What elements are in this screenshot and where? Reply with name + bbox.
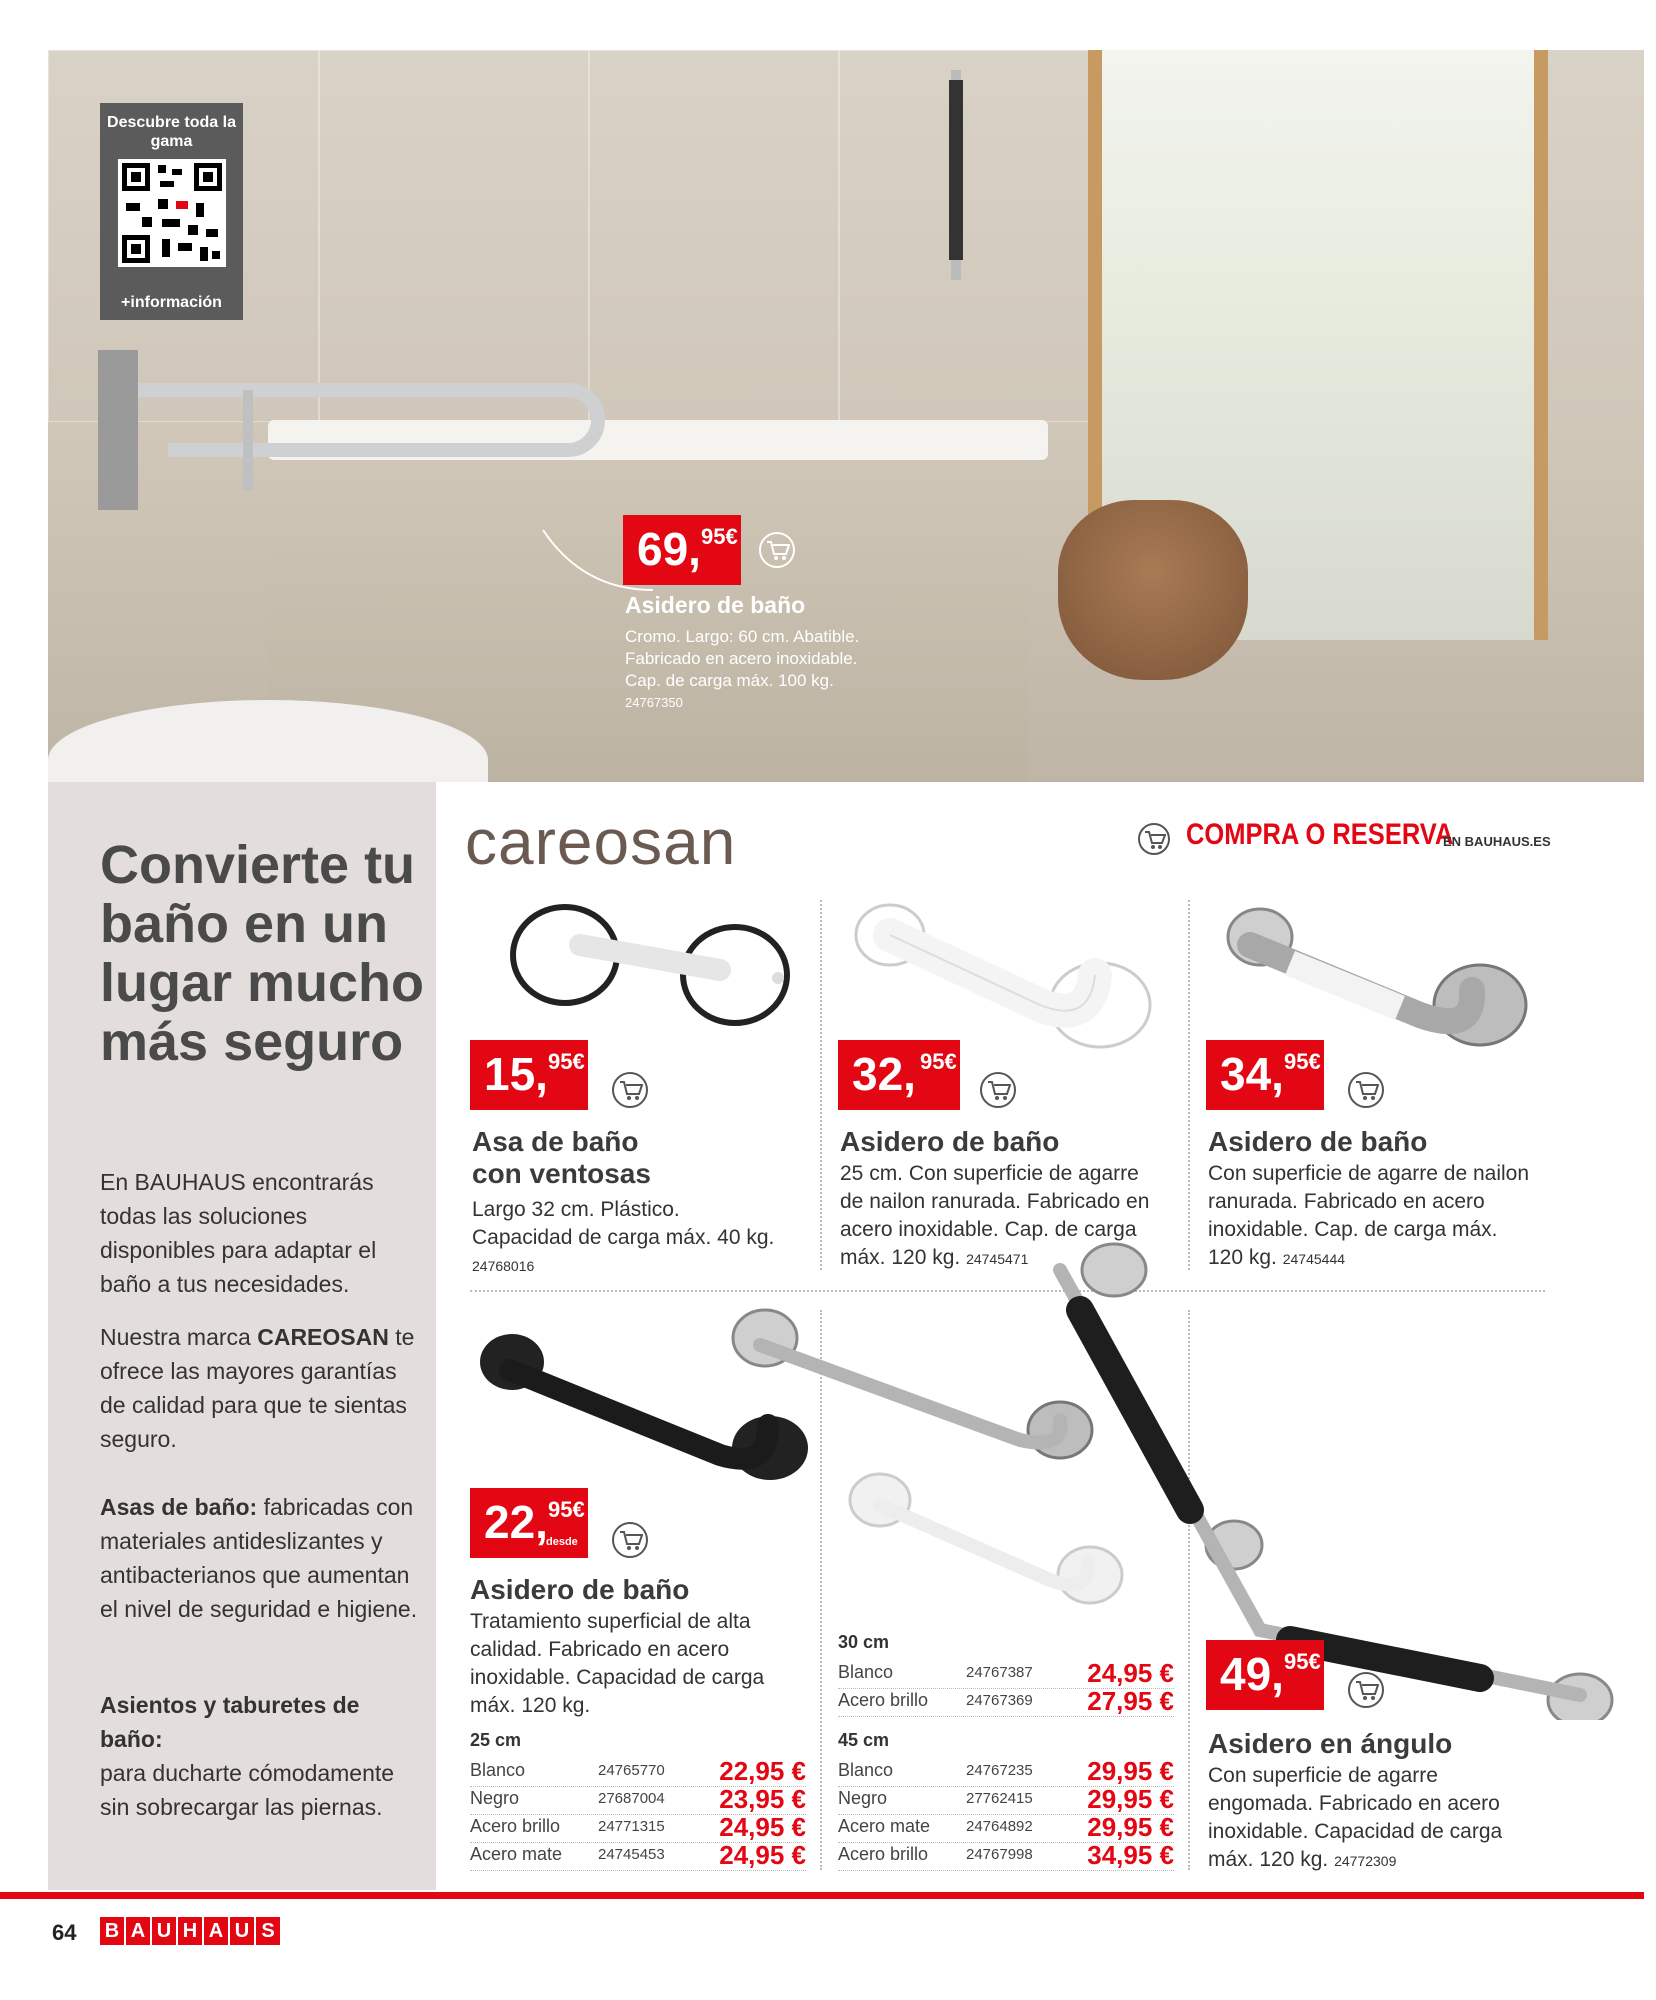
desc-line xyxy=(1208,1244,1529,1273)
cart-icon xyxy=(619,1530,643,1552)
variant-name: Acero brillo xyxy=(838,1844,929,1864)
variant-name: Blanco xyxy=(470,1760,526,1780)
variant-name: Acero brillo xyxy=(838,1690,929,1710)
buy-or-reserve-link[interactable]: COMPRA O RESERVA xyxy=(1186,818,1454,851)
desc-line: inoxidable. Capacidad de carga xyxy=(1208,1820,1503,1843)
desc-line: inoxidable. Cap. de carga máx. xyxy=(1208,1218,1498,1241)
careosan-logo: careosan xyxy=(465,806,737,878)
price-badge xyxy=(1206,1640,1324,1710)
product-description xyxy=(470,1608,764,1720)
table-row xyxy=(470,1758,806,1787)
text: para ducharte cómodamente sin sobrecargar las piernas. xyxy=(100,1760,395,1820)
product-title xyxy=(472,1126,651,1190)
price-cents: 95€ xyxy=(1284,1049,1321,1074)
desc-line: engomada. Fabricado en acero xyxy=(1208,1792,1500,1815)
variant-price: 22,95 € xyxy=(719,1756,806,1786)
add-to-cart-button[interactable] xyxy=(1348,1072,1384,1108)
desc-line: Con superficie de agarre de nailon xyxy=(1208,1162,1530,1185)
product-description xyxy=(840,1160,1149,1273)
desc-line: acero inoxidable. Cap. de carga xyxy=(840,1218,1137,1241)
seats-paragraph xyxy=(100,1688,420,1824)
add-to-cart-button[interactable] xyxy=(1348,1672,1384,1708)
intro-paragraph: En BAUHAUS encontrarás todas las soluciones disponibles para adaptar el baño a tus necesidades. xyxy=(100,1169,377,1297)
product-description xyxy=(1208,1762,1502,1875)
size-heading: 30 cm xyxy=(838,1632,890,1652)
qr-pattern-icon xyxy=(118,159,226,267)
desc-line: Fabricado en acero inoxidable. xyxy=(625,649,858,668)
cart-icon xyxy=(987,1080,1011,1102)
variant-sku: 27687004 xyxy=(598,1790,665,1807)
product-description xyxy=(1208,1160,1529,1273)
qr-code[interactable] xyxy=(118,159,226,267)
grab-bars-paragraph xyxy=(100,1490,420,1626)
variant-name: Acero brillo xyxy=(470,1816,561,1836)
desc-line xyxy=(840,1244,1149,1273)
page-number: 64 xyxy=(52,1920,77,1945)
logo-letter: A xyxy=(204,1917,228,1945)
desc-line: Capacidad de carga máx. 40 kg. xyxy=(472,1226,775,1249)
table-row xyxy=(838,1814,1174,1843)
price-integer: 69, xyxy=(637,523,701,575)
price-badge xyxy=(1206,1040,1324,1110)
title-line: con ventosas xyxy=(472,1158,651,1189)
price-cents: 95€ xyxy=(548,1497,585,1522)
product-title: Asidero en ángulo xyxy=(1208,1728,1453,1759)
price-integer: 34, xyxy=(1220,1048,1284,1100)
bold-label: Asas de baño: xyxy=(100,1494,258,1520)
add-to-cart-button[interactable] xyxy=(612,1522,648,1558)
brand-name: CAREOSAN xyxy=(257,1324,389,1350)
variant-sku: 24767998 xyxy=(966,1846,1033,1863)
product-description xyxy=(472,1196,774,1280)
page-headline: Convierte tu baño en un lugar mucho más seguro xyxy=(100,835,425,1072)
table-row xyxy=(470,1814,806,1843)
desc-line: máx. 120 kg. xyxy=(470,1694,591,1717)
sku: 24772309 xyxy=(1334,1853,1397,1869)
table-row xyxy=(838,1660,1174,1689)
qr-panel[interactable] xyxy=(100,103,243,320)
product-title: Asidero de baño xyxy=(1208,1126,1428,1157)
desc-line: Largo 32 cm. Plástico. xyxy=(472,1198,680,1221)
logo-letter: B xyxy=(100,1917,124,1945)
divider xyxy=(820,900,822,1270)
variant-sku: 27762415 xyxy=(966,1790,1033,1807)
angle-grab-bar-image xyxy=(1040,1240,1620,1720)
price-badge xyxy=(838,1040,960,1110)
cart-icon xyxy=(619,1080,643,1102)
logo-letter: U xyxy=(230,1917,254,1945)
sku: 24768016 xyxy=(472,1258,535,1274)
variant-sku: 24765770 xyxy=(598,1762,665,1779)
size-heading: 45 cm xyxy=(838,1730,890,1750)
price-cents: 95€ xyxy=(1284,1649,1321,1674)
table-row xyxy=(838,1842,1174,1871)
website-label: EN BAUHAUS.ES xyxy=(1443,834,1551,849)
text: máx. 120 kg. xyxy=(840,1246,961,1269)
price-integer: 32, xyxy=(852,1048,916,1100)
sku: 24745471 xyxy=(966,1251,1029,1267)
price-cents: 95€ xyxy=(920,1049,957,1074)
hero-photo xyxy=(48,50,1644,782)
desc-line: de nailon ranurada. Fabricado en xyxy=(840,1190,1150,1213)
add-to-cart-button[interactable] xyxy=(612,1072,648,1108)
desc-line: 25 cm. Con superficie de agarre xyxy=(840,1162,1139,1185)
variant-price: 29,95 € xyxy=(1087,1756,1174,1786)
variant-price: 24,95 € xyxy=(1087,1658,1174,1688)
product-title: Asidero de baño xyxy=(840,1126,1060,1157)
desc-line xyxy=(1208,1846,1502,1875)
variant-name: Blanco xyxy=(838,1662,894,1682)
variant-name: Negro xyxy=(838,1788,888,1808)
bold-label: Asientos y taburetes de baño: xyxy=(100,1692,360,1752)
desc-line: Cap. de carga máx. 100 kg. xyxy=(625,671,834,690)
variant-price: 34,95 € xyxy=(1087,1840,1174,1870)
sku: 24745444 xyxy=(1282,1251,1346,1267)
cart-icon xyxy=(1355,1080,1379,1102)
variant-sku: 24767387 xyxy=(966,1664,1033,1681)
cart-icon xyxy=(766,540,790,562)
table-row xyxy=(838,1786,1174,1815)
desc-line: Tratamiento superficial de alta xyxy=(470,1610,751,1633)
qr-label: Descubre toda la gama xyxy=(107,114,236,150)
price-integer: 15, xyxy=(484,1048,548,1100)
logo-letter: U xyxy=(152,1917,176,1945)
variant-name: Blanco xyxy=(838,1760,894,1780)
table-row xyxy=(470,1842,806,1871)
sku: 24767350 xyxy=(625,695,683,710)
hero-product-title: Asidero de baño xyxy=(625,592,806,618)
logo-letter: H xyxy=(178,1917,202,1945)
variant-name: Negro xyxy=(470,1788,520,1808)
variant-price: 24,95 € xyxy=(719,1840,806,1870)
logo-letter: S xyxy=(256,1917,280,1945)
desc-line: calidad. Fabricado en acero xyxy=(470,1638,730,1661)
bauhaus-logo xyxy=(100,1917,280,1945)
price-cents: 95€ xyxy=(548,1049,585,1074)
hero-cart-button[interactable] xyxy=(759,532,795,568)
variant-sku: 24745453 xyxy=(598,1846,665,1863)
divider xyxy=(1188,900,1190,1270)
text: te ofrece las mayores garantías de calidad para que te sientas seguro. xyxy=(100,1324,415,1452)
text: 120 kg. xyxy=(1208,1246,1277,1269)
variant-sku: 24771315 xyxy=(598,1818,665,1835)
text: Nuestra marca xyxy=(100,1324,258,1350)
cta-cart-icon xyxy=(1138,823,1170,855)
suction-handle-image xyxy=(500,900,800,1030)
footer-rule xyxy=(0,1892,1644,1899)
hero-price-badge xyxy=(623,515,741,585)
variant-price: 24,95 € xyxy=(719,1812,806,1842)
text: máx. 120 kg. xyxy=(1208,1848,1329,1871)
hero-product-desc xyxy=(625,626,859,714)
add-to-cart-button[interactable] xyxy=(980,1072,1016,1108)
variant-price: 27,95 € xyxy=(1087,1686,1174,1716)
price-badge xyxy=(470,1488,588,1558)
cart-icon xyxy=(1355,1680,1379,1702)
from-label: desde xyxy=(546,1536,578,1548)
price-integer: 22, xyxy=(484,1496,548,1548)
variant-name: Acero mate xyxy=(838,1816,931,1836)
logo-letter: A xyxy=(126,1917,150,1945)
price-cents: 95€ xyxy=(701,524,738,549)
price-badge xyxy=(470,1040,588,1110)
desc-line: Con superficie de agarre xyxy=(1208,1764,1438,1787)
table-row xyxy=(838,1758,1174,1787)
variant-price: 29,95 € xyxy=(1087,1812,1174,1842)
desc-line: Cromo. Largo: 60 cm. Abatible. xyxy=(625,627,860,646)
size-heading: 25 cm xyxy=(470,1730,522,1750)
text: fabricadas con materiales antideslizantes y antibacterianos que aumentan el nivel de seguridad e higiene. xyxy=(100,1494,418,1622)
qr-more-info-link[interactable]: +información xyxy=(121,294,222,311)
table-row xyxy=(470,1786,806,1815)
title-line: Asa de baño xyxy=(472,1126,639,1157)
variant-name: Acero mate xyxy=(470,1844,563,1864)
brand-paragraph xyxy=(100,1320,420,1456)
price-integer: 49, xyxy=(1220,1648,1284,1700)
desc-line: ranurada. Fabricado en acero xyxy=(1208,1190,1485,1213)
variant-sku: 24764892 xyxy=(966,1818,1033,1835)
desc-line: inoxidable. Capacidad de carga xyxy=(470,1666,765,1689)
variant-sku: 24767369 xyxy=(966,1692,1033,1709)
product-title: Asidero de baño xyxy=(470,1574,690,1605)
variant-price: 23,95 € xyxy=(719,1784,806,1814)
variant-sku: 24767235 xyxy=(966,1762,1033,1779)
table-row xyxy=(838,1688,1174,1717)
cart-icon xyxy=(1144,830,1166,850)
variant-price: 29,95 € xyxy=(1087,1784,1174,1814)
